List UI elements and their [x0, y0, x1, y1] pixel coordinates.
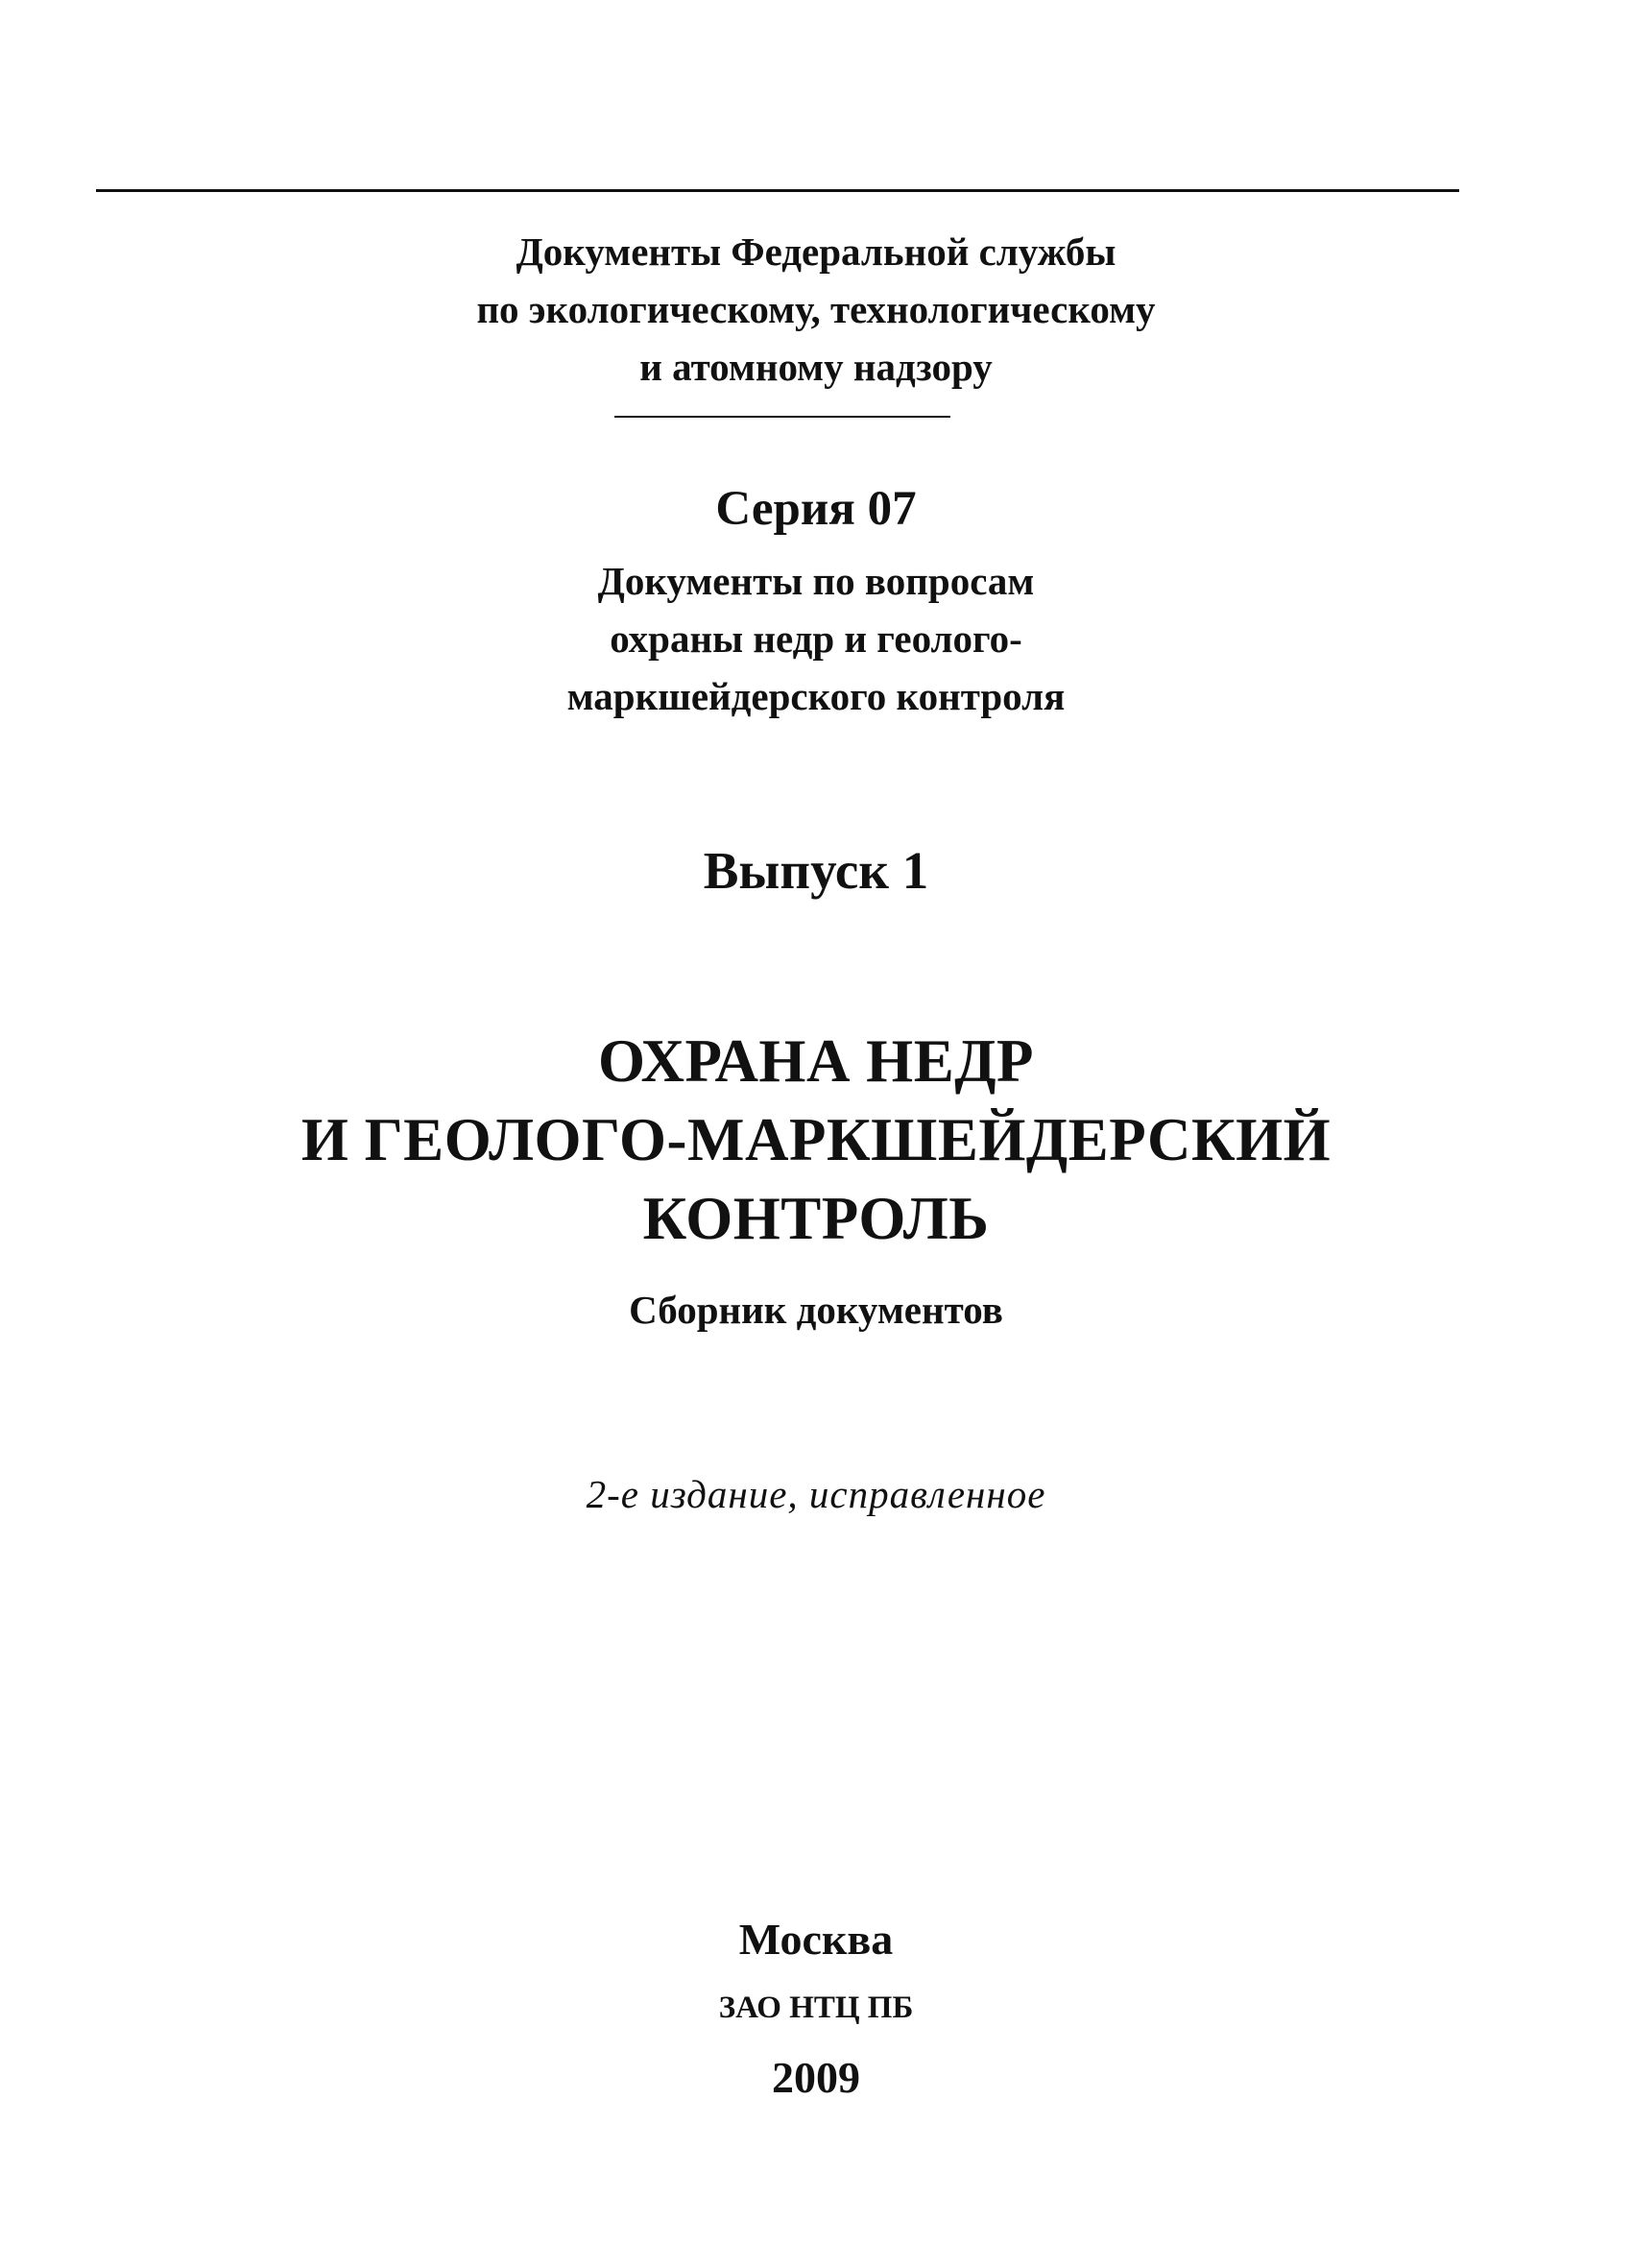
title-line-2: И ГЕОЛОГО-МАРКШЕЙДЕРСКИЙ [300, 1106, 1332, 1173]
edition-note: 2-е издание, исправленное [586, 1472, 1046, 1516]
document-subtitle: Сборник документов [629, 1288, 1003, 1332]
imprint-city: Москва [738, 1915, 894, 1964]
agency-line-3: и атомному надзору [639, 345, 993, 389]
title-line-1: ОХРАНА НЕДР [597, 1027, 1035, 1095]
imprint-year: 2009 [772, 2053, 860, 2102]
agency-line-2: по экологическому, технологическому [476, 287, 1156, 331]
document-title [0, 1022, 1632, 1258]
top-rule [96, 189, 1459, 192]
series-description-line-3: маркшейдерского контроля [566, 674, 1066, 718]
agency-heading [0, 223, 1632, 396]
imprint-publisher: ЗАО НТЦ ПБ [718, 1991, 914, 2025]
issue-number: Выпуск 1 [703, 841, 929, 900]
agency-line-1: Документы Федеральной службы [516, 229, 1116, 274]
title-line-3: КОНТРОЛЬ [642, 1185, 990, 1252]
series-description [0, 552, 1632, 725]
series-number: Серия 07 [715, 482, 917, 536]
agency-divider [614, 416, 950, 418]
series-description-line-2: охраны недр и геолого- [610, 616, 1022, 661]
series-description-line-1: Документы по вопросам [597, 559, 1035, 603]
